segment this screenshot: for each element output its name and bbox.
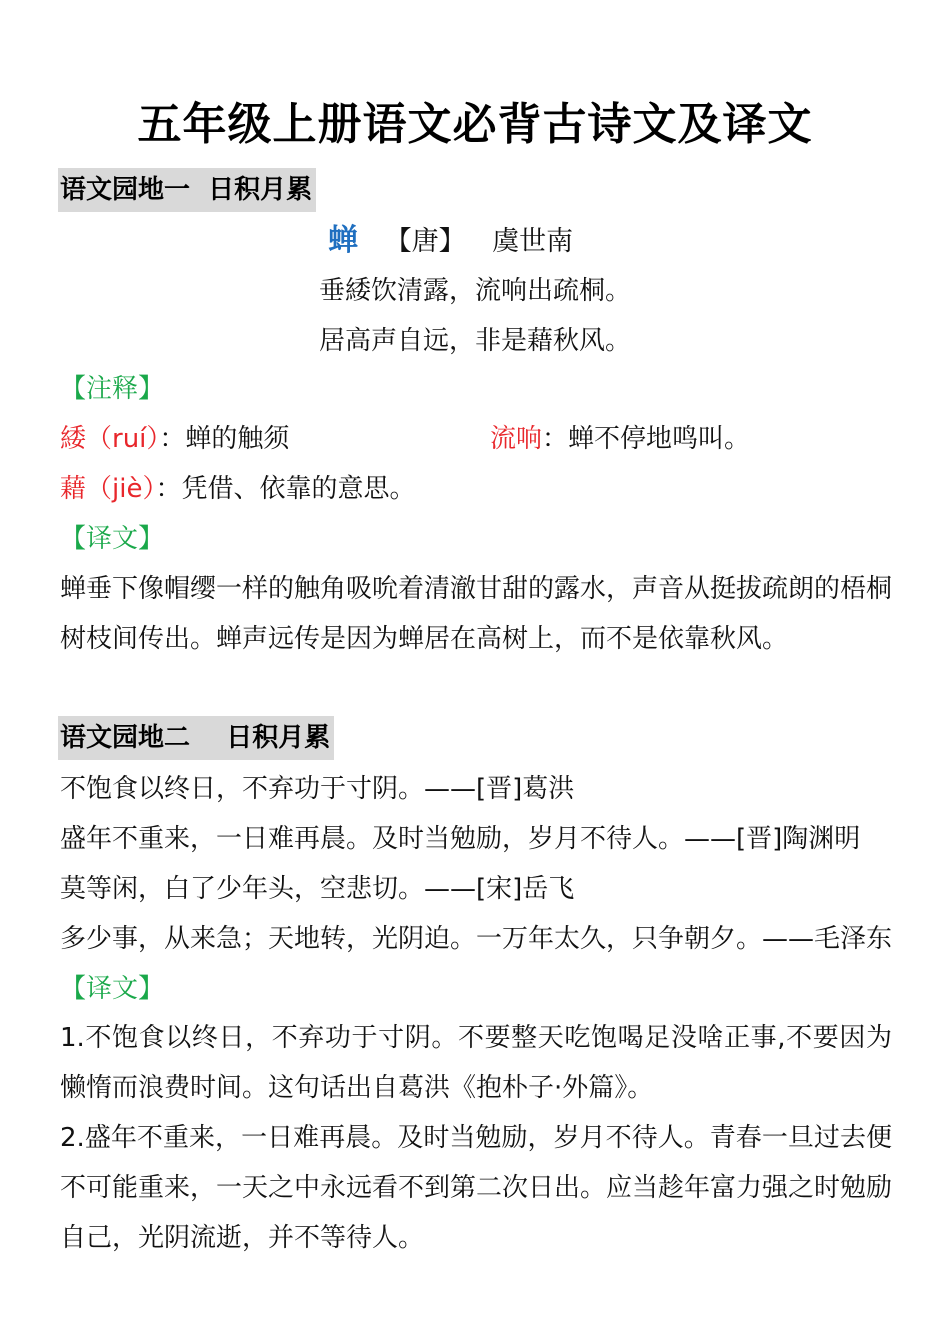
poem-header	[328, 222, 573, 261]
quote-1: 不饱食以终日，不弃功于寸阴。——[晋]葛洪	[60, 774, 575, 804]
note-text: ：蝉的触须	[159, 424, 290, 454]
section-heading-1: 语文园地一 日积月累	[58, 168, 316, 212]
note-item-1	[60, 422, 289, 456]
poem-title: 蝉	[328, 223, 358, 258]
note-text: ：蝉不停地鸣叫。	[542, 424, 751, 454]
poem-line-1: 垂緌饮清露，流响出疏桐。	[318, 276, 631, 306]
note-item-2	[490, 422, 750, 456]
quote-2: 盛年不重来，一日难再晨。及时当勉励，岁月不待人。——[晋]陶渊明	[60, 824, 861, 854]
translation-label-2: 【译文】	[60, 974, 165, 1004]
poem-author: 虞世南	[492, 226, 574, 257]
translation-paragraph-1: 蝉垂下像帽缨一样的触角吸吮着清澈甘甜的露水，声音从挺拔疏朗的梧桐树枝间传出。蝉声远传是因为蝉居在高树上，而不是依靠秋风。	[60, 574, 893, 654]
note-text: ：凭借、依靠的意思。	[155, 474, 416, 504]
note-term: 緌（ruí）	[60, 424, 160, 454]
translation-item-1: 1.不饱食以终日，不弃功于寸阴。不要整天吃饱喝足没啥正事,不要因为懒惰而浪费时间。这句话出自葛洪《抱朴子·外篇》。	[60, 1023, 892, 1103]
quote-3: 莫等闲，白了少年头，空悲切。——[宋]岳飞	[60, 874, 575, 904]
quote-4: 多少事，从来急；天地转，光阴迫。一万年太久，只争朝夕。——毛泽东	[60, 924, 893, 954]
note-item-3	[60, 472, 415, 506]
translation-item-2: 2.盛年不重来，一日难再晨。及时当勉励，岁月不待人。青春一旦过去便不可能重来，一天之中永远看不到第二次日出。应当趁年富力强之时勉励自己，光阴流逝，并不等待人。	[60, 1123, 893, 1253]
note-term: 藉（jiè）	[60, 474, 156, 504]
note-term: 流响	[490, 424, 543, 454]
notes-label: 【注释】	[60, 374, 165, 404]
translation-label-1: 【译文】	[60, 524, 165, 554]
poem-dynasty: 【唐】	[384, 226, 466, 257]
section-heading-2: 语文园地二 日积月累	[58, 716, 334, 760]
page-title: 五年级上册语文必背古诗文及译文	[137, 99, 813, 150]
poem-line-2: 居高声自远，非是藉秋风。	[318, 326, 631, 356]
